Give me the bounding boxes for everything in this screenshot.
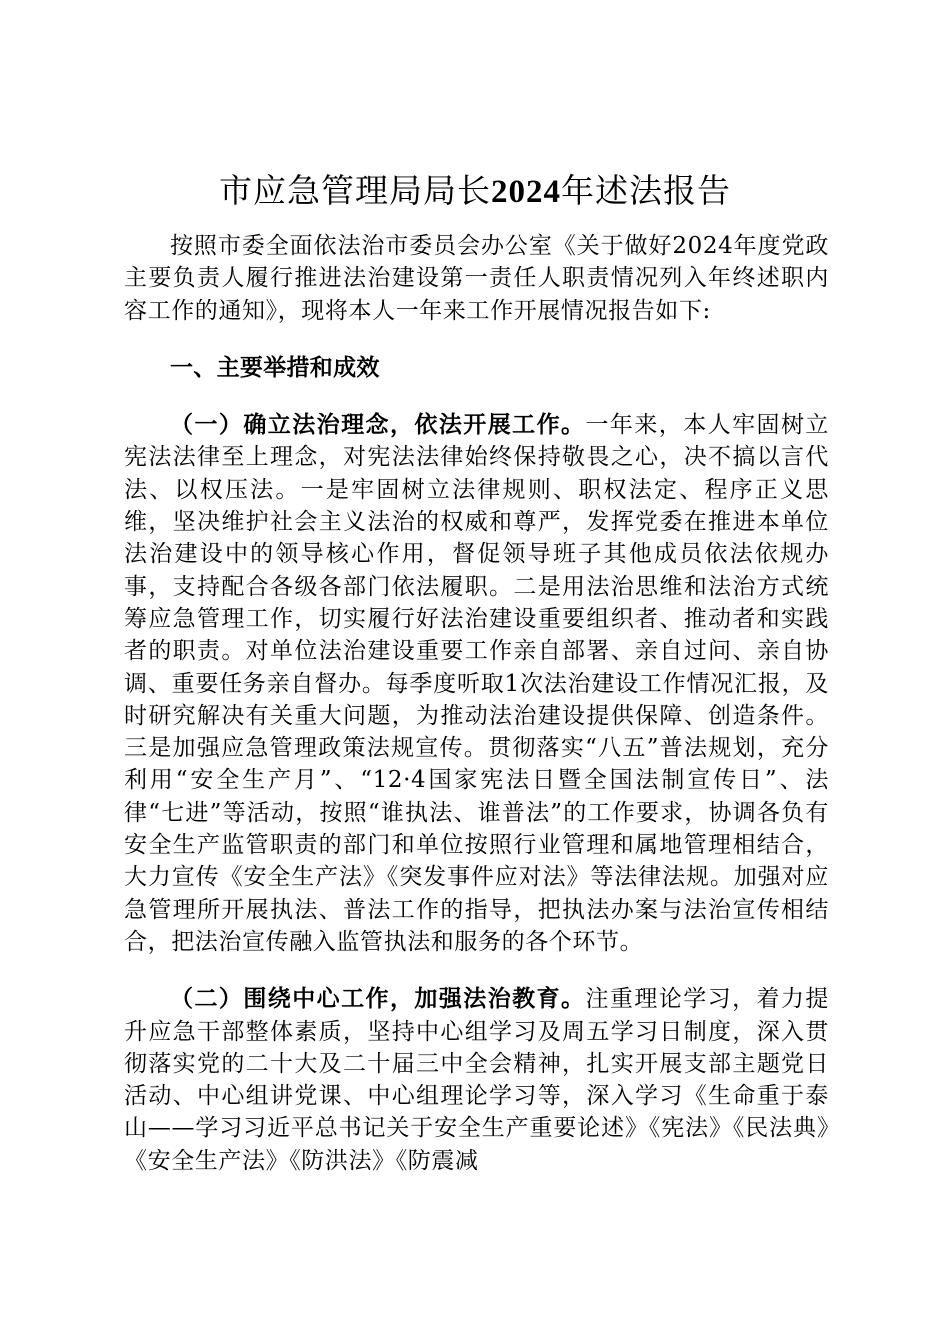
intro-paragraph: 按照市委全面依法治市委员会办公室《关于做好2024年度党政主要负责人履行推进法治建设第一责任人职责情况列入年终述职内容工作的通知》，现将本人一年来工作开展情况报告如下:	[124, 233, 829, 324]
item-2-lead: （二）围绕中心工作，加强法治教育。	[170, 985, 586, 1013]
section-1-heading: 一、主要举措和成效	[170, 353, 380, 381]
item-2-paragraph	[124, 983, 829, 1177]
document-title	[0, 166, 950, 217]
item-1-lead: （一）确立法治理念，依法开展工作。	[170, 411, 586, 439]
document-body	[124, 230, 829, 1202]
title-suffix: 年述法报告	[561, 171, 731, 210]
item-2-text: 注重理论学习，着力提升应急干部整体素质，坚持中心组学习及周五学习日制度，深入贯彻落实党的二十大及二十届三中全会精神，扎实开展支部主题党日活动、中心组讲党课、中心组理论学习等，深入学习《生命重于泰山——学习习近平总书记关于安全生产重要论述》《宪法》《民法典》《安全生产法》《防洪法》《防震减	[124, 986, 829, 1174]
title-year: 2024	[491, 174, 561, 210]
item-1-paragraph	[124, 409, 829, 958]
item-1-text: 一年来，本人牢固树立宪法法律至上理念，对宪法法律始终保持敬畏之心，决不搞以言代法、以权压法。一是牢固树立法律规则、职权法定、程序正义思维，坚决维护社会主义法治的权威和尊严，发挥党委在推进本单位法治建设中的领导核心作用，督促领导班子其他成员依法依规办事，支持配合各级各部门依法履职。二是用法治思维和法治方式统筹应急管理工作，切实履行好法治建设重要组织者、推动者和实践者的职责。对单位法治建设重要工作亲自部署、亲自过问、亲自协调、重要任务亲自督办。每季度听取1次法治建设工作情况汇报，及时研究解决有关重大问题，为推动法治建设提供保障、创造条件。三是加强应急管理政策法规宣传。贯彻落实“八五”普法规划，充分利用“安全生产月”、“12·4国家宪法日暨全国法制宣传日”、法律“七进”等活动，按照“谁执法、谁普法”的工作要求，协调各负有安全生产监管职责的部门和单位按照行业管理和属地管理相结合，大力宣传《安全生产法》《突发事件应对法》等法律法规。加强对应急管理所开展执法、普法工作的指导，把执法办案与法治宣传相结合，把法治宣传融入监管执法和服务的各个环节。	[124, 412, 829, 955]
title-prefix: 市应急管理局局长	[219, 171, 491, 210]
